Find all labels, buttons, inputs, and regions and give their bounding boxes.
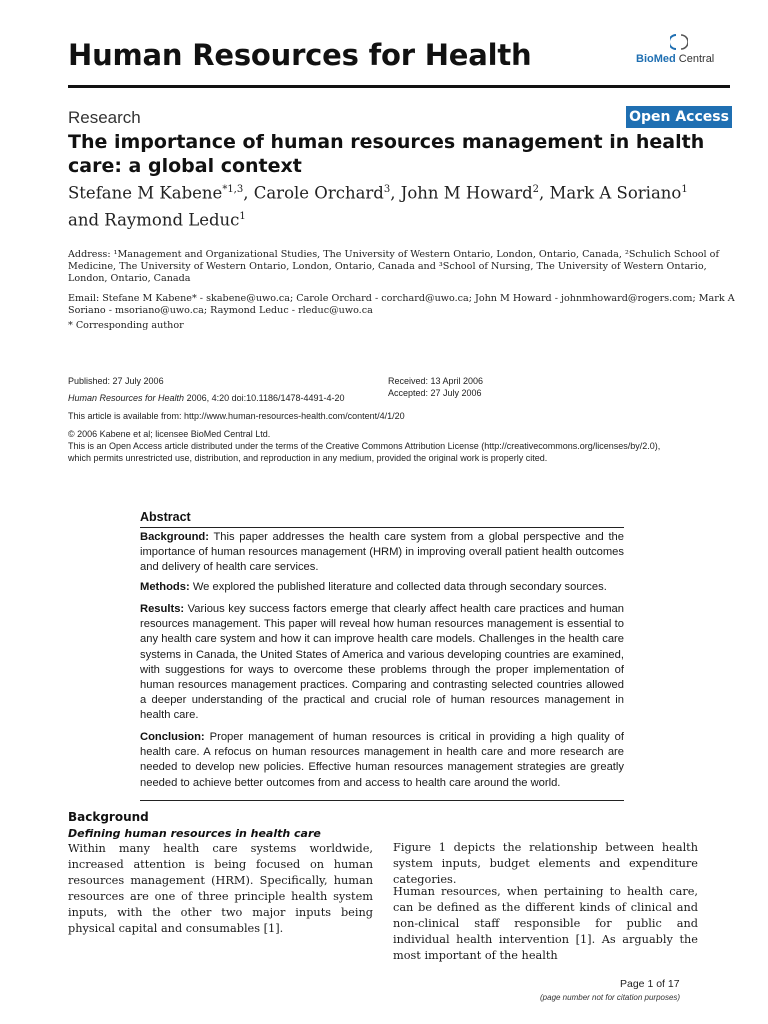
body-paragraph-right-1: Figure 1 depicts the relationship between health system inputs, budget elements and expenditure categories.	[393, 841, 698, 886]
abstract-conclusion-text: Proper management of human resources is critical in providing a high quality of health care. A refocus on human resources management in health care and more research are needed to develop new policies. Effective human resources management strategies are greatly needed to achieve better outcomes from and access to health care around the world.	[140, 731, 624, 789]
article-title: The importance of human resources management in health care: a global context	[68, 131, 705, 177]
subsection-heading: Defining human resources in health care	[68, 827, 321, 840]
body-paragraph-right-2: Human resources, when pertaining to health care, can be defined as the different kinds of clinical and non-clinical staff responsible for public and individual health intervention [1]. As arguably the most important of the health	[393, 885, 698, 962]
abstract-results-label: Results:	[140, 603, 185, 615]
citation-journal: Human Resources for Health	[68, 393, 185, 403]
author-affiliation: *1,3	[222, 184, 244, 195]
author-name: Stefane M Kabene	[68, 183, 223, 203]
page-number: Page 1 of 17	[620, 978, 680, 990]
author-name: Carole Orchard	[253, 183, 384, 203]
open-access-badge: Open Access	[626, 106, 732, 128]
author-name: John M Howard	[400, 183, 533, 203]
logo-wordmark	[636, 53, 714, 65]
abstract-background-label: Background:	[140, 531, 209, 543]
author-affiliation: 2	[532, 184, 540, 195]
biomed-logo-icon	[670, 33, 688, 51]
author-name: Raymond Leduc	[104, 210, 240, 229]
article-url[interactable]: This article is available from: http://www.human-resources-health.com/content/4/1/20	[68, 411, 405, 421]
author-affiliation: 3	[383, 184, 391, 195]
abstract-methods	[140, 580, 624, 595]
abstract-results	[140, 602, 624, 724]
author-affiliation: 1	[681, 184, 688, 195]
abstract-bottom-rule	[140, 800, 624, 801]
corresponding-note: * Corresponding author	[68, 320, 184, 331]
author-emails: Email: Stefane M Kabene* - skabene@uwo.ca; Carole Orchard - corchard@uwo.ca; John M Howard - johnmhoward@rogers.com; Mark A Soriano - msoriano@uwo.ca; Raymond Leduc - rleduc@uwo.ca	[68, 293, 735, 316]
author-affiliation: 1	[239, 210, 246, 222]
logo-central: Central	[675, 53, 715, 65]
abstract-heading: Abstract	[140, 510, 191, 524]
abstract-methods-text: We explored the published literature and collected data through secondary sources.	[189, 581, 607, 593]
affiliation-address: Address: ¹Management and Organizational Studies, The University of Western Ontario, London, Ontario, Canada, ²Schulich School of Medicine, The University of Western Ontario, London, Ontario, Canada and ³School of Nursing, The University of Western Ontario, London, Ontario, Canada	[68, 249, 720, 284]
citation-line	[68, 392, 345, 404]
body-paragraph-left: Within many health care systems worldwide, increased attention is being focused on human resources management (HRM). Specifically, human resources are one of three principle health system inputs, with the other two major inputs being physical capital and consumables [1].	[68, 842, 373, 935]
biomed-central-logo[interactable]	[636, 33, 736, 69]
author-list: Stefane M Kabene$^{*1,3}$, Carole Orchard$^3$, John M Howard$^2$, Mark A Soriano$^1$ and Raymond Leduc$^1$	[68, 183, 688, 229]
abstract-top-rule	[140, 527, 624, 528]
copyright-notice: © 2006 Kabene et al; licensee BioMed Central Ltd.	[68, 429, 271, 439]
page-number-note: (page number not for citation purposes)	[540, 993, 681, 1002]
logo-bio: BioMed	[636, 53, 676, 65]
abstract-conclusion	[140, 730, 624, 791]
section-heading: Background	[68, 810, 149, 824]
abstract-methods-label: Methods:	[140, 581, 190, 593]
received-date: Received: 13 April 2006	[388, 376, 484, 386]
license-line-1: This is an Open Access article distributed under the terms of the Creative Commons Attribution License (http://creativecommons.org/licenses/by/2.0),	[68, 441, 661, 451]
published-date: Published: 27 July 2006	[68, 376, 164, 386]
abstract-background-text: This paper addresses the health care system from a global perspective and the importance of human resources management (HRM) in improving overall patient health outcomes and delivery of health care services.	[140, 531, 624, 574]
section-label: Research	[68, 108, 141, 127]
author-name: Mark A Soriano	[549, 183, 682, 203]
license-line-2: which permits unrestricted use, distribution, and reproduction in any medium, provided the original work is properly cited.	[68, 453, 548, 463]
header-divider	[68, 85, 730, 88]
journal-title: Human Resources for Health	[68, 38, 532, 72]
citation-details: 2006, 4:20 doi:10.1186/1478-4491-4-20	[184, 393, 345, 403]
abstract-background	[140, 530, 624, 576]
abstract-conclusion-label: Conclusion:	[140, 731, 205, 743]
accepted-date: Accepted: 27 July 2006	[388, 388, 482, 398]
abstract-results-text: Various key success factors emerge that clearly affect health care practices and human resources management. This paper will reveal how human resources management is essential to any health care system and how it can improve health care models. Challenges in the health care systems in Canada, the United States of America and various developing countries are examined, with suggestions for ways to overcome these problems through the proper implementation of human resources management practices. Comparing and contrasting selected countries allowed a deeper understanding of the practical and crucial role of human resources management in health care.	[140, 603, 624, 722]
